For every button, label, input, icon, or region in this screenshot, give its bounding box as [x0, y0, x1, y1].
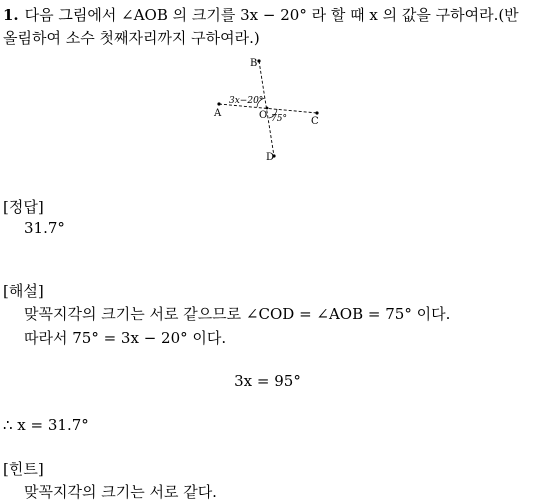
point-b: [257, 59, 260, 62]
angle-aob-label: 3x−20°: [229, 96, 264, 106]
problem-number: 1.: [3, 6, 19, 24]
label-c: C: [311, 116, 319, 127]
label-o: O: [259, 110, 268, 121]
problem-line-1: [3, 4, 519, 25]
angle-cod-label: 75°: [271, 114, 287, 124]
angle-figure: [205, 50, 335, 170]
hint-text: 맞꼭지각의 크기는 서로 같다.: [24, 483, 217, 501]
explanation-conclusion: ∴ x = 31.7°: [3, 416, 89, 434]
hint-header: [힌트]: [3, 460, 44, 478]
explanation-header: [해설]: [3, 282, 44, 300]
label-d: D: [266, 152, 275, 163]
explanation-line-1: 맞꼭지각의 크기는 서로 같으므로 ∠COD = ∠AOB = 75° 이다.: [24, 305, 451, 323]
problem-text-line-2: 올림하여 소수 첫째자리까지 구하여라.): [3, 29, 260, 47]
point-c: [315, 111, 318, 114]
explanation-equation: 3x = 95°: [234, 372, 301, 390]
label-a: A: [214, 108, 222, 119]
point-o: [266, 107, 269, 110]
answer-header: [정답]: [3, 198, 44, 216]
vertical-angles-diagram: [205, 50, 335, 170]
point-a: [217, 102, 220, 105]
explanation-line-2: 따라서 75° = 3x − 20° 이다.: [24, 329, 227, 347]
answer-value: 31.7°: [24, 219, 65, 237]
problem-text-line-1: 다음 그림에서 ∠AOB 의 크기를 3x − 20° 라 할 때 x 의 값을 구하여라.(반: [24, 6, 519, 24]
label-b: B: [250, 58, 258, 69]
